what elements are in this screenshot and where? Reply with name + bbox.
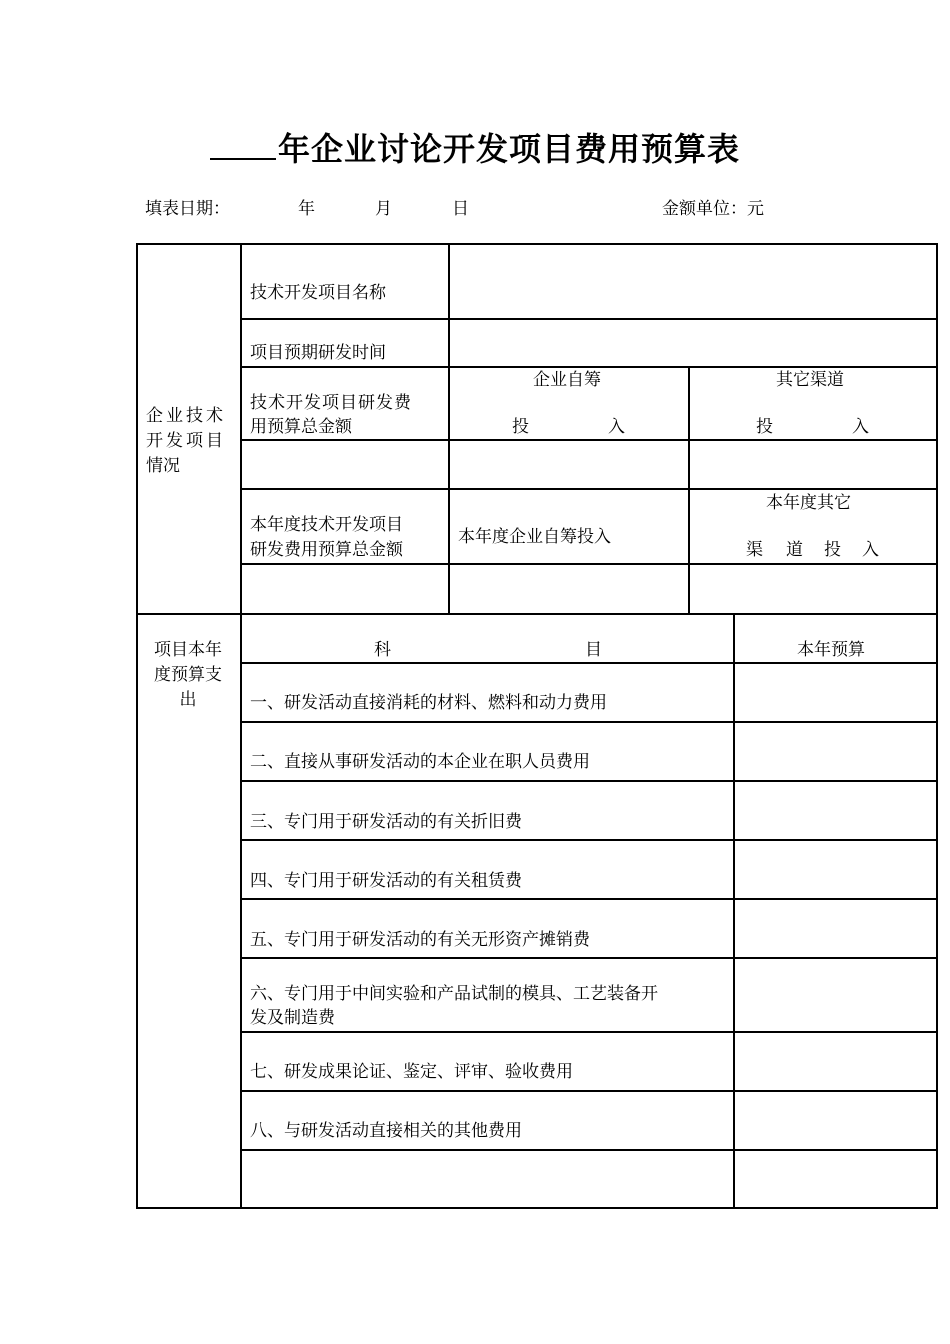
year-other-c3: 投 bbox=[824, 540, 841, 560]
budget-item: 六、专门用于中间实验和产品试制的模具、工艺装备开 bbox=[250, 984, 658, 1004]
other-channel-sub2: 入 bbox=[852, 417, 869, 437]
budget-item: 二、直接从事研发活动的本企业在职人员费用 bbox=[250, 752, 590, 772]
s1-row-line bbox=[240, 488, 938, 490]
year-other-line1: 本年度其它 bbox=[766, 493, 851, 513]
s2-row-line bbox=[240, 898, 938, 900]
unit-label: 金额单位：元 bbox=[662, 199, 764, 219]
other-channel-sub1: 投 bbox=[756, 417, 773, 437]
s2-row-line bbox=[240, 662, 938, 664]
s1-row-line bbox=[240, 318, 938, 320]
budget-item: 八、与研发活动直接相关的其他费用 bbox=[250, 1121, 522, 1141]
project-name-label: 技术开发项目名称 bbox=[250, 283, 386, 303]
fill-date-label: 填表日期： bbox=[145, 199, 230, 219]
section-divider bbox=[136, 613, 938, 615]
table-right-border bbox=[936, 243, 938, 1209]
budget-item: 一、研发活动直接消耗的材料、燃料和动力费用 bbox=[250, 693, 607, 713]
day-label: 日 bbox=[452, 199, 469, 219]
year-label: 年 bbox=[298, 199, 315, 219]
project-time-label: 项目预期研发时间 bbox=[250, 343, 386, 363]
s2-row-line bbox=[240, 1031, 938, 1033]
section2-label-line1: 项目本年 bbox=[154, 640, 222, 660]
budget-header: 本年预算 bbox=[797, 640, 865, 660]
table-top-border bbox=[136, 243, 938, 245]
s2-row-line bbox=[240, 1149, 938, 1151]
table-left-border bbox=[136, 243, 138, 1209]
section1-label-line2: 开发项目 bbox=[146, 431, 226, 451]
year-other-c4: 入 bbox=[862, 540, 879, 560]
year-other-c2: 道 bbox=[786, 540, 803, 560]
year-other-c1: 渠 bbox=[746, 540, 763, 560]
subject-header-2: 目 bbox=[585, 640, 602, 660]
s2-col-line bbox=[733, 613, 735, 1209]
budget-item: 七、研发成果论证、鉴定、评审、验收费用 bbox=[250, 1062, 573, 1082]
budget-item: 三、专门用于研发活动的有关折旧费 bbox=[250, 812, 522, 832]
self-raised-sub2: 入 bbox=[608, 417, 625, 437]
table-bottom-border bbox=[136, 1207, 938, 1209]
budget-item-continuation: 发及制造费 bbox=[250, 1008, 335, 1028]
total-budget-label-line2: 用预算总金额 bbox=[250, 417, 352, 437]
budget-item: 四、专门用于研发活动的有关租赁费 bbox=[250, 871, 522, 891]
s2-row-line bbox=[240, 1090, 938, 1092]
other-channel-label: 其它渠道 bbox=[776, 370, 844, 390]
page-title-text: 年企业讨论开发项目费用预算表 bbox=[277, 130, 740, 168]
s2-row-line bbox=[240, 721, 938, 723]
s1-col-line bbox=[688, 366, 690, 615]
budget-item: 五、专门用于研发活动的有关无形资产摊销费 bbox=[250, 930, 590, 950]
section1-label-line1: 企业技术 bbox=[146, 406, 226, 426]
s2-row-line bbox=[240, 957, 938, 959]
section2-label-line2: 度预算支 bbox=[154, 665, 222, 685]
self-raised-sub1: 投 bbox=[512, 417, 529, 437]
s1-col-line bbox=[448, 243, 450, 615]
s2-row-line bbox=[240, 839, 938, 841]
year-total-label-line2: 研发费用预算总金额 bbox=[250, 540, 403, 560]
section2-label-line3: 出 bbox=[179, 690, 197, 710]
subject-header-1: 科 bbox=[374, 640, 391, 660]
month-label: 月 bbox=[375, 199, 392, 219]
year-total-label-line1: 本年度技术开发项目 bbox=[250, 515, 403, 535]
year-self-label: 本年度企业自筹投入 bbox=[458, 527, 611, 547]
section1-label-line3: 情况 bbox=[146, 456, 180, 476]
self-raised-label: 企业自筹 bbox=[533, 370, 601, 390]
s2-row-line bbox=[240, 780, 938, 782]
label-column-divider bbox=[240, 243, 242, 1209]
s1-row-line bbox=[240, 439, 938, 441]
s1-row-line bbox=[240, 563, 938, 565]
total-budget-label-line1: 技术开发项目研发费 bbox=[250, 393, 412, 413]
